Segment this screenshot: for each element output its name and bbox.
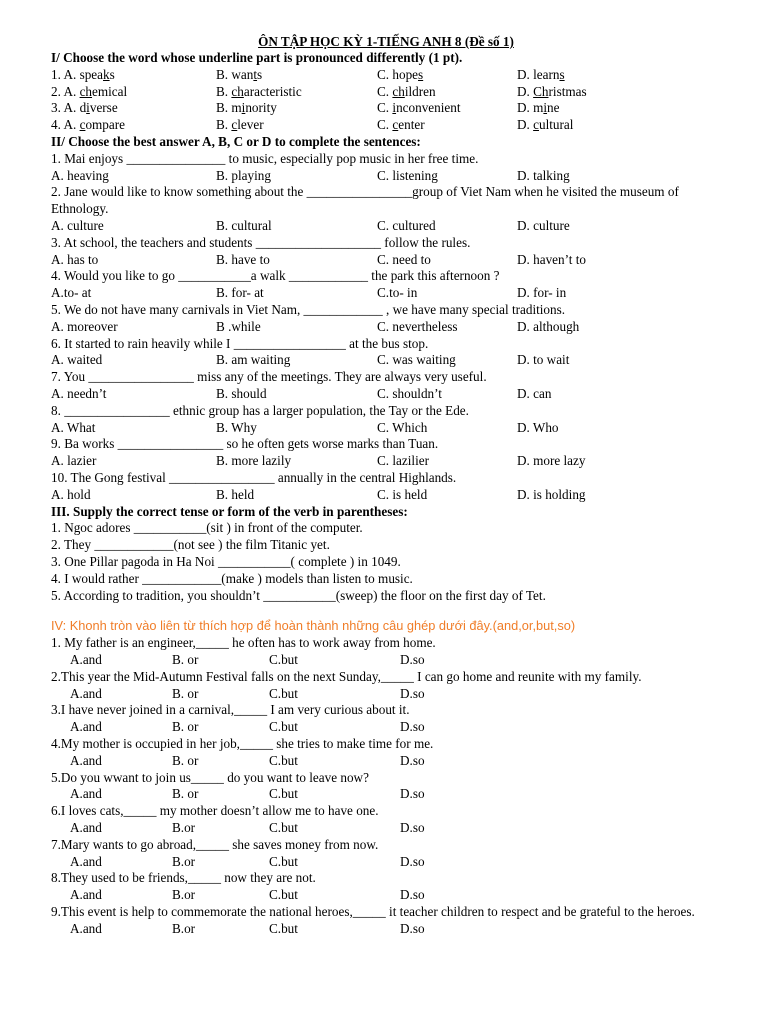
question-text: 6.I loves cats,_____ my mother doesn’t allow me to have one. xyxy=(51,803,379,819)
answer-options xyxy=(51,386,731,403)
answer-options xyxy=(51,453,731,470)
answer-option: B. playing xyxy=(216,167,271,183)
question-text: 4. Would you like to go ___________a walk ____________ the park this afternoon ? xyxy=(51,268,500,284)
answer-option: A. What xyxy=(51,419,96,435)
answer-option: D.so xyxy=(400,786,425,802)
answer-option: B. have to xyxy=(216,251,270,267)
answer-option: C. shouldn’t xyxy=(377,385,442,401)
answer-options xyxy=(51,719,731,736)
answer-option: C. cultured xyxy=(377,217,436,233)
word-option: C. center xyxy=(377,117,425,133)
answer-options xyxy=(51,686,731,703)
section-4-heading: IV: Khonh tròn vào liên từ thích hợp để hoàn thành những câu ghép dưới đây.(and,or,but,so) xyxy=(51,618,576,634)
answer-option: C. need to xyxy=(377,251,431,267)
answer-option: D.so xyxy=(400,752,425,768)
question-text: 3. At school, the teachers and students ___________________ follow the rules. xyxy=(51,234,471,250)
answer-option: A.and xyxy=(70,820,102,836)
underlined-part: i xyxy=(86,100,90,116)
answer-option: D. haven’t to xyxy=(517,251,586,267)
answer-option: C. is held xyxy=(377,486,428,502)
answer-option: D.so xyxy=(400,685,425,701)
underlined-part: Ch xyxy=(533,83,549,99)
answer-options xyxy=(51,652,731,669)
answer-option: D. talking xyxy=(517,167,570,183)
pronunciation-row xyxy=(51,100,731,117)
section-3-heading: III. Supply the correct tense or form of the verb in parentheses: xyxy=(51,503,408,519)
question-text: 6. It started to rain heavily while I _________________ at the bus stop. xyxy=(51,335,429,351)
answer-options xyxy=(51,168,731,185)
answer-option: D. Who xyxy=(517,419,559,435)
answer-option: D. to wait xyxy=(517,352,570,368)
answer-option: C.but xyxy=(269,820,298,836)
section-2-heading: II/ Choose the best answer A, B, C or D to complete the sentences: xyxy=(51,133,421,149)
underlined-part: t xyxy=(253,66,258,82)
section-4-list xyxy=(51,635,731,937)
answer-option: D.so xyxy=(400,820,425,836)
answer-option: B. or xyxy=(172,719,199,735)
answer-options xyxy=(51,352,731,369)
question-text: 1. Mai enjoys _______________ to music, especially pop music in her free time. xyxy=(51,150,479,166)
question-text: 5. We do not have many carnivals in Viet Nam, ____________ , we have many special traditions. xyxy=(51,301,566,317)
answer-option: A.and xyxy=(70,685,102,701)
answer-option: D.so xyxy=(400,853,425,869)
answer-option: B.or xyxy=(172,820,196,836)
answer-option: B.or xyxy=(172,887,196,903)
question-text: 4.My mother is occupied in her job,_____ she tries to make time for me. xyxy=(51,736,434,752)
underlined-part: ch xyxy=(79,83,93,99)
underlined-part: c xyxy=(79,117,86,133)
word-option: B. characteristic xyxy=(216,83,302,99)
answer-option: A.to- at xyxy=(51,285,92,301)
underlined-part: s xyxy=(559,66,565,82)
answer-option: D.so xyxy=(400,920,425,936)
question-text: 8.They used to be friends,_____ now they are not. xyxy=(51,870,316,886)
underlined-part: i xyxy=(241,100,246,116)
answer-option: A.and xyxy=(70,887,102,903)
answer-option: C. lazilier xyxy=(377,453,429,469)
word-option: B. clever xyxy=(216,117,264,133)
answer-option: A.and xyxy=(70,853,102,869)
answer-option: C. was waiting xyxy=(377,352,456,368)
verb-exercise: 3. One Pillar pagoda in Ha Noi ___________( complete ) in 1049. xyxy=(51,553,401,569)
answer-option: A.and xyxy=(70,719,102,735)
underlined-part: s xyxy=(418,66,424,82)
answer-option: C.but xyxy=(269,719,298,735)
underlined-part: ch xyxy=(392,83,405,99)
underlined-part: c xyxy=(392,117,399,133)
answer-option: D.so xyxy=(400,719,425,735)
pronunciation-row xyxy=(51,84,731,101)
answer-option: D. although xyxy=(517,318,580,334)
answer-option: B. am waiting xyxy=(216,352,291,368)
underlined-part: c xyxy=(231,117,238,133)
answer-option: A.and xyxy=(70,920,102,936)
page-title: ÔN TẬP HỌC KỲ 1-TIẾNG ANH 8 (Đề số 1) xyxy=(258,34,514,49)
answer-options xyxy=(51,820,731,837)
answer-option: B. cultural xyxy=(216,217,272,233)
underlined-part: c xyxy=(533,117,539,133)
worksheet-page xyxy=(51,33,731,938)
question-text: 7.Mary wants to go abroad,_____ she saves money from now. xyxy=(51,836,379,852)
word-option: 4. A. compare xyxy=(51,117,125,133)
underlined-part: ch xyxy=(231,83,244,99)
answer-option: C.but xyxy=(269,887,298,903)
section-3-list xyxy=(51,520,731,604)
answer-option: A. needn’t xyxy=(51,385,107,401)
verb-exercise: 5. According to tradition, you shouldn’t ___________(sweep) the floor on the first day of Tet. xyxy=(51,587,546,603)
word-option: D. mine xyxy=(517,100,560,116)
answer-option: A.and xyxy=(70,786,102,802)
answer-option: C. listening xyxy=(377,167,438,183)
answer-option: B. or xyxy=(172,652,199,668)
question-text: 7. You ________________ miss any of the meetings. They are always very useful. xyxy=(51,369,487,385)
word-option: B. wants xyxy=(216,66,263,82)
answer-option: B. Why xyxy=(216,419,257,435)
answer-option: D.so xyxy=(400,887,425,903)
section-1-list xyxy=(51,67,731,134)
answer-option: C.but xyxy=(269,853,298,869)
question-text: 5.Do you wwant to join us_____ do you want to leave now? xyxy=(51,769,369,785)
question-text: 2.This year the Mid-Autumn Festival falls on the next Sunday,_____ I can go home and reunite with my family. xyxy=(51,668,642,684)
section-1-heading: I/ Choose the word whose underline part is pronounced differently (1 pt). xyxy=(51,50,463,65)
answer-option: A. heaving xyxy=(51,167,109,183)
underlined-part: i xyxy=(392,100,397,116)
answer-option: C.but xyxy=(269,652,298,668)
answer-option: D.so xyxy=(400,652,425,668)
word-option: C. inconvenient xyxy=(377,100,461,116)
word-option: D. learns xyxy=(517,66,565,82)
answer-option: B. or xyxy=(172,786,199,802)
answer-option: B. should xyxy=(216,385,267,401)
answer-option: B.or xyxy=(172,853,196,869)
pronunciation-row xyxy=(51,117,731,134)
answer-options xyxy=(51,319,731,336)
word-option: 1. A. speaks xyxy=(51,66,115,82)
answer-options xyxy=(51,753,731,770)
answer-option: C.but xyxy=(269,685,298,701)
answer-option: D. is holding xyxy=(517,486,586,502)
answer-option: B.or xyxy=(172,920,196,936)
answer-option: C. nevertheless xyxy=(377,318,458,334)
answer-option: B. or xyxy=(172,685,199,701)
answer-option: C.to- in xyxy=(377,285,418,301)
answer-option: B. held xyxy=(216,486,255,502)
answer-option: C.but xyxy=(269,920,298,936)
answer-option: A. hold xyxy=(51,486,91,502)
answer-option: A. culture xyxy=(51,217,104,233)
answer-option: A. moreover xyxy=(51,318,118,334)
question-text: 8. ________________ ethnic group has a larger population, the Tay or the Ede. xyxy=(51,402,469,418)
word-option: C. children xyxy=(377,83,436,99)
answer-options xyxy=(51,252,731,269)
answer-options xyxy=(51,487,731,504)
underlined-part: i xyxy=(543,100,548,116)
question-text: 9.This event is help to commemorate the national heroes,_____ it teacher children to respect and be grateful to the heroes. xyxy=(51,904,695,920)
answer-option: A.and xyxy=(70,652,102,668)
answer-option: C.but xyxy=(269,786,298,802)
answer-option: A.and xyxy=(70,752,102,768)
section-2-list xyxy=(51,151,731,504)
word-option: 3. A. diverse xyxy=(51,100,118,116)
answer-options xyxy=(51,786,731,803)
word-option: D. Christmas xyxy=(517,83,587,99)
question-text: 9. Ba works ________________ so he often gets worse marks than Tuan. xyxy=(51,436,439,452)
answer-option: B .while xyxy=(216,318,261,334)
question-text: 3.I have never joined in a carnival,_____ I am very curious about it. xyxy=(51,702,410,718)
question-text: 1. My father is an engineer,_____ he often has to work away from home. xyxy=(51,635,436,651)
word-option: C. hopes xyxy=(377,66,424,82)
answer-option: A. waited xyxy=(51,352,103,368)
answer-option: A. has to xyxy=(51,251,99,267)
answer-options xyxy=(51,921,731,938)
answer-option: B. for- at xyxy=(216,285,264,301)
verb-exercise: 1. Ngoc adores ___________(sit ) in front of the computer. xyxy=(51,520,363,536)
question-text: 10. The Gong festival ________________ annually in the central Highlands. xyxy=(51,469,457,485)
answer-option: A. lazier xyxy=(51,453,97,469)
underlined-part: k xyxy=(103,66,110,82)
answer-options xyxy=(51,285,731,302)
verb-exercise: 2. They ____________(not see ) the film Titanic yet. xyxy=(51,537,330,553)
answer-options xyxy=(51,887,731,904)
word-option: 2. A. chemical xyxy=(51,83,128,99)
answer-option: B. more lazily xyxy=(216,453,292,469)
answer-options xyxy=(51,420,731,437)
answer-option: C.but xyxy=(269,752,298,768)
pronunciation-row xyxy=(51,67,731,84)
word-option: B. minority xyxy=(216,100,277,116)
answer-options xyxy=(51,218,731,235)
word-option: D. cultural xyxy=(517,117,574,133)
verb-exercise: 4. I would rather ____________(make ) models than listen to music. xyxy=(51,570,413,586)
answer-option: B. or xyxy=(172,752,199,768)
answer-options xyxy=(51,854,731,871)
answer-option: D. culture xyxy=(517,217,570,233)
answer-option: D. can xyxy=(517,385,552,401)
question-text: 2. Jane would like to know something about the ________________group of Viet Nam when he visited the museum of Ethnology. xyxy=(51,184,679,217)
answer-option: D. for- in xyxy=(517,285,567,301)
answer-option: C. Which xyxy=(377,419,428,435)
answer-option: D. more lazy xyxy=(517,453,586,469)
